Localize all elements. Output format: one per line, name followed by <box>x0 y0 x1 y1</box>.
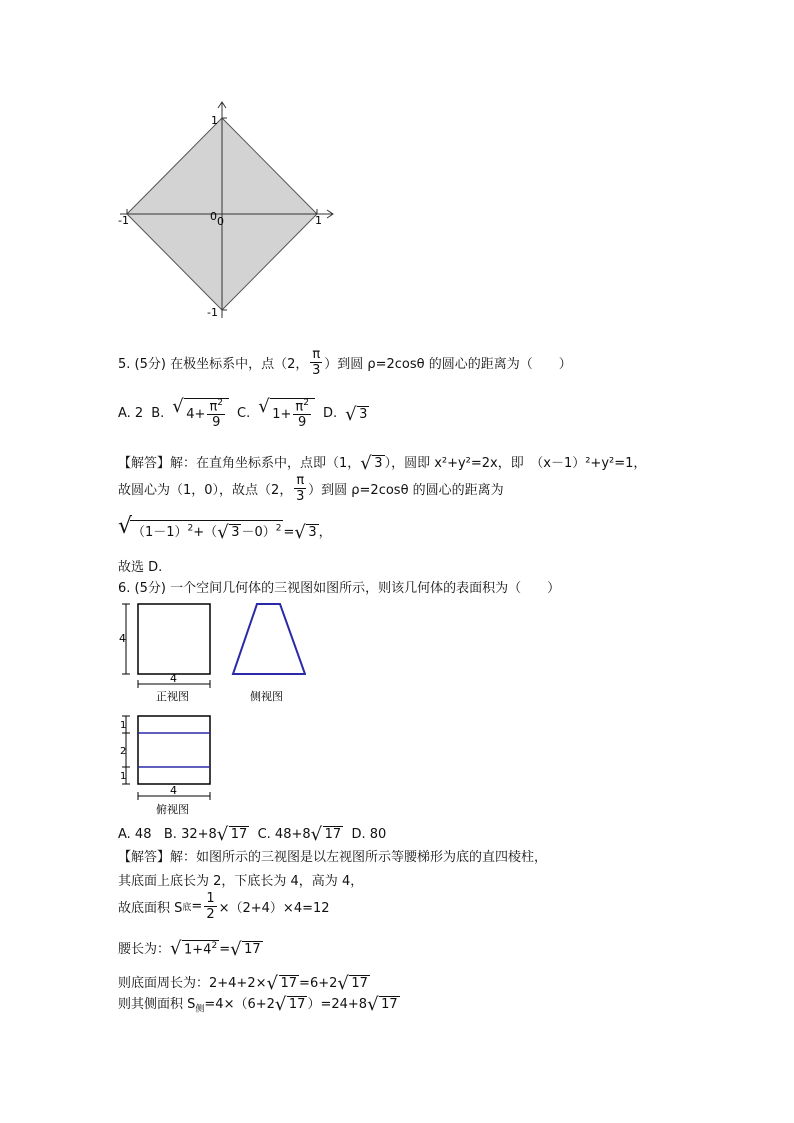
q5-solution-line-4: 故选 D. <box>118 560 163 575</box>
q6-option-b: B. 32+8 √ 17 <box>163 824 248 845</box>
q6-options <box>118 824 387 845</box>
top-width-label: 4 <box>170 784 177 797</box>
top-view-label: 俯视图 <box>156 803 189 816</box>
q5-option-d: √ 3 <box>345 403 368 425</box>
q5-option-b: √ 4+ $\frac{\pi^2}{9}$ <box>172 398 229 429</box>
q6-solution-line-3: 故底面积 S 底 = $\frac{1}{2}$ ×（2+4）×4=12 <box>118 891 330 922</box>
q5-option-d-label: D. <box>322 406 338 422</box>
top-view-square <box>138 716 210 784</box>
three-view-figure <box>116 598 306 820</box>
tick-left: -1 <box>118 214 129 227</box>
top-dim-1a: 1 <box>120 720 127 731</box>
q5-fraction: $\frac{\pi}{3}$ <box>312 347 321 378</box>
q6-solution-line-4: 腰长为： √ $1+4^2$ = √ 17 <box>118 937 261 960</box>
q6-option-a: A. 48 <box>118 827 152 842</box>
top-dim-1b: 1 <box>120 771 127 782</box>
front-width-label: 4 <box>170 672 177 685</box>
tick-top: 1 <box>211 114 218 127</box>
q5-option-c: √ 1+ $\frac{\pi^2}{9}$ <box>258 398 315 429</box>
q5-stem: 5. (5分) 在极坐标系中，点（2， $\frac{\pi}{3}$ ）到圆 ρ=2cosθ 的圆心的距离为（ ） <box>118 347 572 378</box>
side-view-label: 侧视图 <box>250 690 283 703</box>
square-region-figure <box>115 100 340 325</box>
q5-solution-line-3: √ $(1-1)^2+$（ √ 3 －0）$^2$ = √ 3 ， <box>118 514 332 543</box>
tick-right: 1 <box>315 214 322 227</box>
q6-option-d: D. 80 <box>351 827 387 842</box>
q6-stem: 6. (5分) 一个空间几何体的三视图如图所示，则该几何体的表面积为（ ） <box>118 581 561 596</box>
q5-option-a: A. 2 <box>118 406 144 422</box>
front-view-square <box>138 604 210 674</box>
q5-solution-line-2: 故圆心为（1，0），故点（2， $\frac{\pi}{3}$ ）到圆 ρ=2cosθ 的圆心的距离为 <box>118 473 504 504</box>
q5-options <box>118 398 369 429</box>
q5-option-c-label: C. <box>237 406 251 422</box>
q5-option-b-label: B. <box>151 406 165 422</box>
q6-solution-line-1: 【解答】解：如图所示的三视图是以左视图所示等腰梯形为底的直四棱柱， <box>118 850 548 865</box>
origin-label-a: 0 <box>210 210 217 223</box>
front-view-label: 正视图 <box>156 690 189 703</box>
top-dim-2: 2 <box>120 746 127 757</box>
q6-solution-line-5: 则底面周长为：2+4+2× √ 17 =6+2 √ 17 <box>118 973 368 994</box>
side-view-trapezoid <box>233 604 305 674</box>
q6-solution-line-2: 其底面上底长为 2，下底长为 4，高为 4， <box>118 874 364 889</box>
q6-option-c: C. 48+8 √ 17 <box>257 824 342 845</box>
q5-solution-line-1: 【解答】解：在直角坐标系中，点即（1， √ 3 ），圆即 x²+y²=2x，即 （x－1）²+y²=1， <box>118 453 647 474</box>
front-height-label: 4 <box>119 632 126 645</box>
tick-bottom: -1 <box>207 306 218 319</box>
q6-solution-line-6: 则其侧面积 $S_侧=4\times(6+2$ √ 17 ）=24+8 √ 17 <box>118 994 398 1015</box>
origin-label-b: 0 <box>217 215 224 228</box>
